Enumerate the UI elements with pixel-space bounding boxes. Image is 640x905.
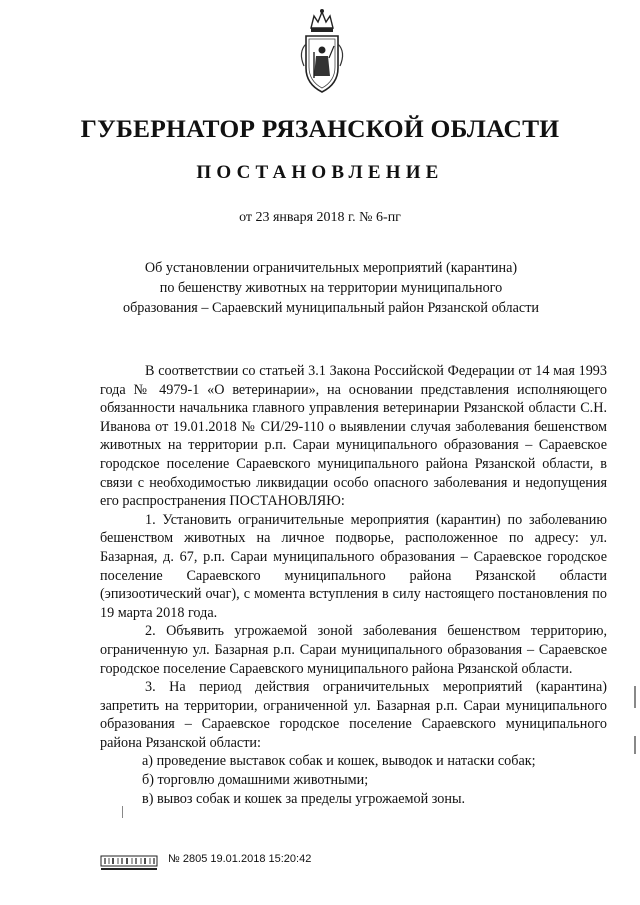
clause-3: 3. На период действия ограничительных мероприятий (карантина) запретить на территории, ограниченной ул. Базарная р.п. Сараи муниципального образования – Сараевское городское поселение Сараевского муниципального района Рязанской области:: [100, 679, 607, 751]
subject-line: Об установлении ограничительных мероприятий (карантина): [144, 260, 518, 276]
scan-margin-mark: [634, 686, 636, 708]
clause-2: 2. Объявить угрожаемой зоной заболевания бешенством территорию, ограниченную ул. Базарная р.п. Сараи муниципального образования – Сараевское городское поселение Сараевского муниципального района Рязанской области.: [100, 623, 607, 677]
registration-footer: [100, 850, 360, 872]
subject-line: по бешенству животных на территории муниципального: [159, 280, 503, 296]
registration-number-timestamp: № 2805 19.01.2018 15:20:42: [168, 853, 312, 865]
clause-1: 1. Установить ограничительные мероприятия (карантин) по заболеванию бешенством животных на личное подворье, расположенное по адресу: ул. Базарная, д. 67, р.п. Сараи муниципального образования – Сараевское городское поселение Сараевского муниципального района Рязанской области (эпизоотический очаг), с момента вступления в силу настоящего постановления по 19 марта 2018 года.: [100, 511, 607, 621]
document-type-heading: ПОСТАНОВЛЕНИЕ: [196, 162, 444, 183]
subject-line: образования – Сараевский муниципальный район Рязанской области: [123, 300, 539, 316]
coat-of-arms-emblem: [294, 8, 350, 100]
registration-stamp-icon: [100, 850, 160, 872]
clause-3-subitem-b: б) торговлю домашними животными;: [142, 772, 369, 789]
scan-margin-mark: [634, 736, 636, 754]
preamble-paragraph: В соответствии со статьей 3.1 Закона Российской Федерации от 14 мая 1993 года № 4979-1 «О ветеринарии», на основании представления исполняющего обязанности начальника главного управления ветеринарии Рязанской области С.Н. Иванова от 19.01.2018 № СИ/29-110 о выявлении случая заболевания бешенством животных на территории р.п. Сараи муниципального образования – Сараевское городское поселение Сараевского муниципального района Рязанской области, в связи с необходимостью ликвидации особо опасного заболевания и недопущения его распространения ПОСТАНОВЛЯЮ:: [100, 363, 607, 510]
document-body: [100, 362, 607, 808]
document-date-number: от 23 января 2018 г. № 6-пг: [239, 210, 401, 225]
document-subject: [96, 258, 566, 318]
clause-3-subitem-c: в) вывоз собак и кошек за пределы угрожаемой зоны.: [142, 790, 466, 807]
scan-margin-mark: [122, 806, 123, 818]
organization-title: ГУБЕРНАТОР РЯЗАНСКОЙ ОБЛАСТИ: [80, 114, 560, 143]
clause-3-subitem-a: а) проведение выставок собак и кошек, выводок и натаски собак;: [142, 753, 536, 770]
